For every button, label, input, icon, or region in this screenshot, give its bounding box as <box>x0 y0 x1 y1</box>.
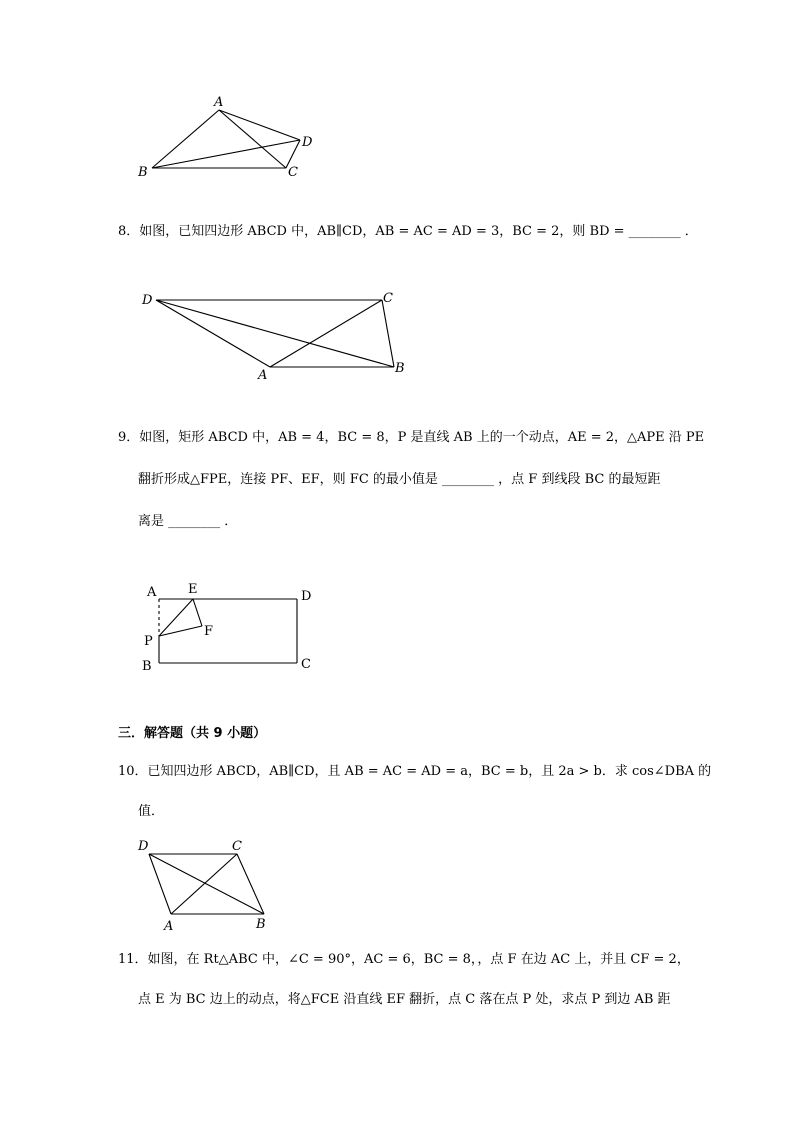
label-c: C <box>383 291 393 306</box>
label-a: A <box>214 95 224 110</box>
seg-da <box>156 300 270 367</box>
figure-q8 <box>140 288 420 388</box>
seg-ef <box>193 599 202 626</box>
question-10-line-2: 值． <box>138 804 165 819</box>
seg-ad <box>219 110 300 140</box>
seg-cd <box>286 140 300 168</box>
seg-cb <box>237 854 264 914</box>
label-c: C <box>288 165 298 180</box>
seg-ac <box>219 110 286 168</box>
label-c: C <box>301 657 311 672</box>
label-e: E <box>188 582 198 597</box>
label-b: B <box>256 917 266 932</box>
section-title: 三．解答题（共 9 小题） <box>118 726 267 741</box>
seg-ab <box>152 110 219 168</box>
question-9-line-1: 9．如图，矩形 ABCD 中，AB = 4，BC = 8，P 是直线 AB 上的一个动点，AE = 2，△APE 沿 PE <box>118 430 705 445</box>
question-11-line-1: 11．如图，在 Rt△ABC 中，∠C = 90°，AC = 6，BC = 8，，点 F 在边 AC 上，并且 CF = 2， <box>118 952 690 967</box>
seg-da <box>149 854 171 914</box>
seg-db <box>149 854 264 914</box>
seg-bd <box>152 140 300 168</box>
label-a: A <box>147 585 157 600</box>
seg-ac <box>270 300 382 367</box>
label-b: B <box>138 165 148 180</box>
question-9-line-2: 翻折形成△FPE，连接 PF、EF，则 FC 的最小值是 ________ ，点 F 到线段 BC 的最短距 <box>138 472 661 487</box>
seg-ac <box>171 854 237 914</box>
question-8: 8．如图，已知四边形 ABCD 中，AB∥CD，AB = AC = AD = 3，BC = 2，则 BD = ________ ． <box>118 224 698 239</box>
label-d: D <box>301 589 312 604</box>
label-c: C <box>232 839 242 854</box>
figure-q7 <box>130 90 330 190</box>
label-a: A <box>164 919 174 934</box>
question-11-line-2: 点 E 为 BC 边上的动点，将△FCE 沿直线 EF 翻折，点 C 落在点 P 处，求点 P 到边 AB 距 <box>138 992 671 1007</box>
label-p: P <box>144 634 153 649</box>
label-d: D <box>142 293 153 308</box>
figure-q9 <box>138 576 338 676</box>
label-a: A <box>258 368 268 383</box>
seg-pf <box>159 626 202 636</box>
question-10-line-1: 10．已知四边形 ABCD，AB∥CD，且 AB = AC = AD = a，BC = b，且 2a > b．求 cos∠DBA 的 <box>118 764 712 779</box>
label-d: D <box>302 135 313 150</box>
seg-cb <box>382 300 394 367</box>
label-d: D <box>138 839 149 854</box>
seg-pe <box>159 599 193 636</box>
question-9-line-3: 离是 ________ ． <box>138 514 238 529</box>
seg-db <box>156 300 394 367</box>
label-f: F <box>204 624 214 639</box>
label-b: B <box>395 361 405 376</box>
figure-q10 <box>135 838 285 938</box>
label-b: B <box>142 659 152 674</box>
